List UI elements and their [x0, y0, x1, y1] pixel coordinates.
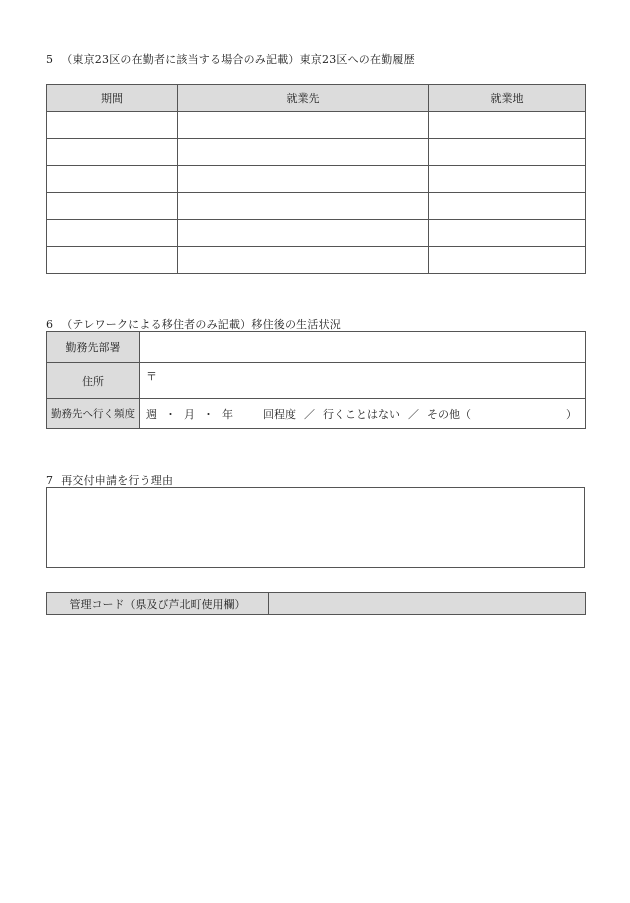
section-6-title	[46, 316, 349, 332]
freq-dot-2: ・	[203, 407, 214, 421]
column-header-work-location: 就業地	[429, 85, 586, 112]
location-cell[interactable]	[429, 166, 586, 193]
column-header-period: 期間	[47, 85, 178, 112]
management-code-field	[269, 593, 586, 615]
work-history-table	[46, 84, 586, 274]
table-row	[47, 247, 586, 274]
period-cell[interactable]	[47, 220, 178, 247]
freq-other[interactable]: その他（	[427, 407, 471, 421]
frequency-options	[140, 406, 585, 422]
living-status-table	[46, 331, 586, 429]
section-7-heading: 再交付申請を行う理由	[61, 474, 174, 487]
freq-year[interactable]: 年	[222, 407, 233, 421]
address-row	[47, 363, 586, 399]
dept-field[interactable]	[140, 332, 586, 363]
employer-cell[interactable]	[178, 220, 429, 247]
period-cell[interactable]	[47, 193, 178, 220]
management-code-table	[46, 592, 586, 615]
freq-never[interactable]: 行くことはない	[323, 407, 400, 421]
section-5-heading: （東京23区の在勤者に該当する場合のみ記載）東京23区への在勤履歴	[61, 53, 415, 66]
freq-times: 回程度	[263, 407, 296, 421]
dept-label: 勤務先部署	[47, 332, 140, 363]
employer-cell[interactable]	[178, 247, 429, 274]
section-5-number: 5	[46, 53, 54, 66]
table-row	[47, 193, 586, 220]
management-code-label: 管理コード（県及び芦北町使用欄）	[47, 593, 269, 615]
table-header-row	[47, 85, 586, 112]
period-cell[interactable]	[47, 247, 178, 274]
section-6-number: 6	[46, 318, 54, 331]
period-cell[interactable]	[47, 112, 178, 139]
frequency-label: 勤務先へ行く頻度	[47, 399, 140, 429]
section-7-title	[46, 472, 181, 488]
employer-cell[interactable]	[178, 193, 429, 220]
postal-mark: 〒	[146, 369, 157, 383]
reissue-reason-textarea[interactable]	[46, 487, 585, 568]
frequency-field[interactable]	[140, 399, 586, 429]
section-5-title	[46, 51, 423, 67]
location-cell[interactable]	[429, 220, 586, 247]
column-header-employer: 就業先	[178, 85, 429, 112]
location-cell[interactable]	[429, 247, 586, 274]
address-field[interactable]	[140, 363, 586, 399]
address-label: 住所	[47, 363, 140, 399]
management-row	[47, 593, 586, 615]
table-row	[47, 112, 586, 139]
period-cell[interactable]	[47, 139, 178, 166]
freq-separator-2: ／	[408, 407, 419, 421]
freq-month[interactable]: 月	[184, 407, 195, 421]
location-cell[interactable]	[429, 112, 586, 139]
freq-separator-1: ／	[304, 407, 315, 421]
table-row	[47, 220, 586, 247]
employer-cell[interactable]	[178, 166, 429, 193]
table-row	[47, 139, 586, 166]
freq-week[interactable]: 週	[146, 407, 157, 421]
location-cell[interactable]	[429, 139, 586, 166]
section-7-number: 7	[46, 474, 54, 487]
freq-dot-1: ・	[165, 407, 176, 421]
employer-cell[interactable]	[178, 139, 429, 166]
location-cell[interactable]	[429, 193, 586, 220]
dept-row	[47, 332, 586, 363]
period-cell[interactable]	[47, 166, 178, 193]
freq-other-close: ）	[566, 407, 577, 421]
frequency-row	[47, 399, 586, 429]
section-6-heading: （テレワークによる移住者のみ記載）移住後の生活状況	[61, 318, 341, 331]
table-row	[47, 166, 586, 193]
employer-cell[interactable]	[178, 112, 429, 139]
